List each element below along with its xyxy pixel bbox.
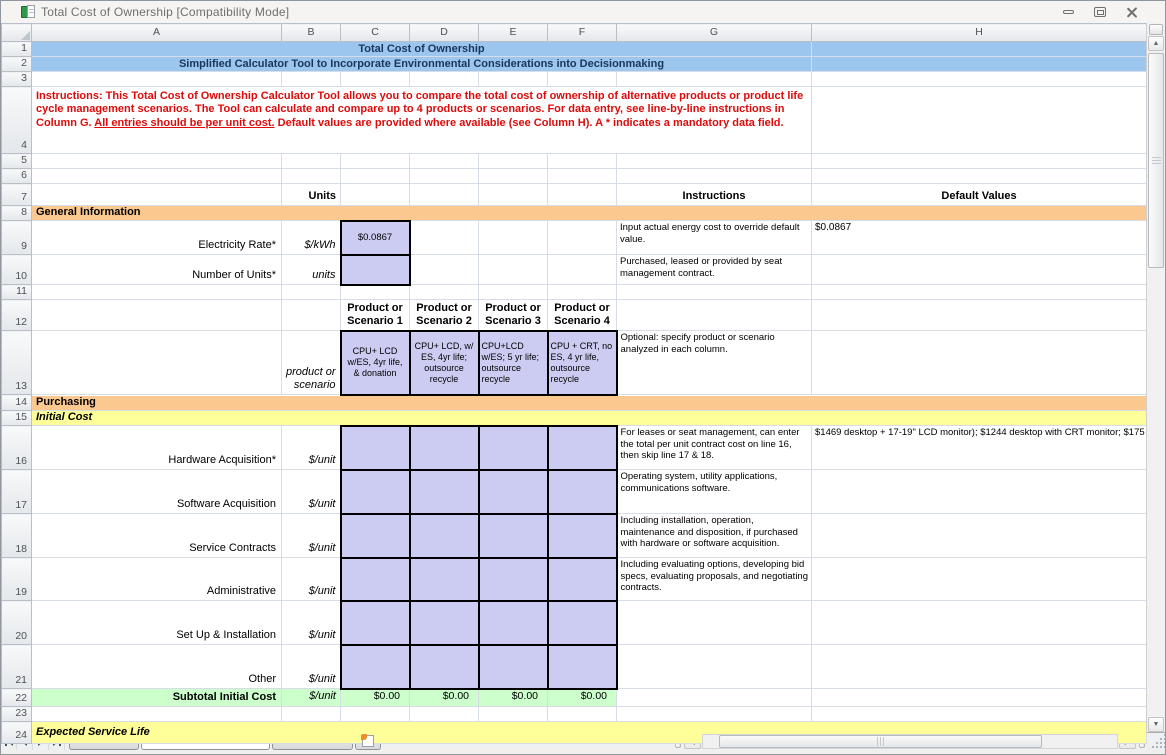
cell[interactable] xyxy=(32,331,282,395)
cell[interactable] xyxy=(548,184,617,206)
hardware-acquisition-default[interactable]: $1469 desktop + 17-19" LCD monitor); $1244 desktop with CRT monitor; $175 xyxy=(812,426,1147,470)
col-header-C[interactable]: C xyxy=(341,24,410,42)
close-button[interactable] xyxy=(1123,4,1141,20)
administrative-input-4[interactable] xyxy=(548,558,617,601)
section-general-information[interactable]: General Information xyxy=(32,206,1147,221)
col-header-H[interactable]: H xyxy=(812,24,1147,42)
cell[interactable] xyxy=(548,221,617,255)
row-header-19[interactable]: 19 xyxy=(2,558,32,601)
cell[interactable] xyxy=(32,184,282,206)
electricity-rate-unit[interactable]: $/kWh xyxy=(282,221,341,255)
cell[interactable] xyxy=(812,331,1147,395)
row-header-13[interactable]: 13 xyxy=(2,331,32,395)
cell[interactable] xyxy=(812,645,1147,689)
hardware-acquisition-instruction[interactable]: For leases or seat management, can enter the total per unit contract cost on line 16, then skip line 17 & 18. xyxy=(617,426,812,470)
cell[interactable] xyxy=(282,707,341,722)
setup-installation-input-1[interactable] xyxy=(341,601,410,645)
setup-installation-label[interactable]: Set Up & Installation xyxy=(32,601,282,645)
section-purchasing[interactable]: Purchasing xyxy=(32,395,1147,411)
col-header-A[interactable]: A xyxy=(32,24,282,42)
administrative-input-3[interactable] xyxy=(479,558,548,601)
software-acquisition-unit[interactable]: $/unit xyxy=(282,470,341,514)
software-acquisition-instruction[interactable]: Operating system, utility applications, communications software. xyxy=(617,470,812,514)
administrative-input-1[interactable] xyxy=(341,558,410,601)
title-bar xyxy=(1,1,1165,23)
scenario-1-description[interactable]: CPU+ LCD w/ES, 4yr life, & donation xyxy=(341,331,410,395)
hardware-acquisition-unit[interactable]: $/unit xyxy=(282,426,341,470)
cell[interactable] xyxy=(410,285,479,300)
cell[interactable] xyxy=(479,72,548,87)
select-all-triangle xyxy=(21,31,30,40)
scenario-2-description[interactable]: CPU+ LCD, w/ ES, 4yr life; outsource recycle xyxy=(410,331,479,395)
cell[interactable] xyxy=(479,285,548,300)
worksheet-area xyxy=(1,23,1165,741)
cell[interactable] xyxy=(812,72,1147,87)
row-header-15[interactable]: 15 xyxy=(2,411,32,426)
cell[interactable] xyxy=(479,255,548,285)
cell[interactable] xyxy=(812,285,1147,300)
cell[interactable] xyxy=(812,255,1147,285)
cell[interactable] xyxy=(548,169,617,184)
vscroll-down-button[interactable] xyxy=(1148,717,1164,732)
up-arrow-icon: ▲ xyxy=(1152,40,1160,47)
software-acquisition-input-2[interactable] xyxy=(410,470,479,514)
instructions-column-header[interactable]: Instructions xyxy=(617,184,812,206)
cell[interactable] xyxy=(410,184,479,206)
vscroll-track[interactable] xyxy=(1148,51,1164,717)
service-contracts-input-1[interactable] xyxy=(341,514,410,558)
other-input-4[interactable] xyxy=(548,645,617,689)
subtotal-unit[interactable]: $/unit xyxy=(282,689,341,707)
administrative-input-2[interactable] xyxy=(410,558,479,601)
row-header-20[interactable]: 20 xyxy=(2,601,32,645)
cell[interactable] xyxy=(617,645,812,689)
window-bottom-frame xyxy=(1,750,1165,754)
cell[interactable] xyxy=(341,72,410,87)
cell[interactable] xyxy=(617,285,812,300)
row-header-4[interactable]: 4 xyxy=(2,87,32,154)
insert-sheet-icon xyxy=(362,735,374,747)
instructions-text[interactable] xyxy=(32,87,812,154)
col-header-F[interactable]: F xyxy=(548,24,617,42)
cell[interactable] xyxy=(282,169,341,184)
sheet-subtitle[interactable]: Simplified Calculator Tool to Incorporate Environmental Considerations into Decisionmaking xyxy=(32,57,812,72)
row-header-21[interactable]: 21 xyxy=(2,645,32,689)
row-header-2[interactable]: 2 xyxy=(2,57,32,72)
cell[interactable] xyxy=(282,154,341,169)
service-contracts-instruction[interactable]: Including installation, operation, maintenance and disposition, if purchased with hardware or software acquisition. xyxy=(617,514,812,558)
cell[interactable] xyxy=(812,154,1147,169)
section-initial-cost[interactable]: Initial Cost xyxy=(32,411,1147,426)
cell[interactable] xyxy=(32,285,282,300)
hscroll-thumb-grip xyxy=(877,737,884,746)
cell[interactable] xyxy=(282,300,341,331)
software-acquisition-input-1[interactable] xyxy=(341,470,410,514)
cell[interactable] xyxy=(410,221,479,255)
cell[interactable] xyxy=(479,184,548,206)
row-header-14[interactable]: 14 xyxy=(2,395,32,411)
cell[interactable] xyxy=(479,707,548,722)
scenario-instruction[interactable]: Optional: specify product or scenario analyzed in each column. xyxy=(617,331,812,395)
vscroll-thumb[interactable] xyxy=(1148,53,1164,268)
other-input-2[interactable] xyxy=(410,645,479,689)
electricity-rate-label[interactable]: Electricity Rate* xyxy=(32,221,282,255)
cell[interactable] xyxy=(410,707,479,722)
vscroll-up-button[interactable] xyxy=(1148,36,1164,51)
close-icon xyxy=(1126,6,1138,18)
subtotal-value-3[interactable]: $0.00 xyxy=(479,689,548,707)
cell[interactable] xyxy=(812,42,1147,57)
col-header-E[interactable]: E xyxy=(479,24,548,42)
resize-grip[interactable] xyxy=(1147,733,1165,750)
row-header-23[interactable]: 23 xyxy=(2,707,32,722)
units-column-header[interactable]: Units xyxy=(282,184,341,206)
cell[interactable] xyxy=(812,514,1147,558)
cell[interactable] xyxy=(548,285,617,300)
scenario-4-description[interactable]: CPU + CRT, no ES, 4 yr life, outsource recycle xyxy=(548,331,617,395)
cell[interactable] xyxy=(282,72,341,87)
scenario-row-label[interactable]: product or scenario xyxy=(282,331,341,395)
cell[interactable] xyxy=(617,169,812,184)
instructions-underlined: All entries should be per unit cost. xyxy=(94,116,275,129)
cell[interactable] xyxy=(32,154,282,169)
cell[interactable] xyxy=(812,470,1147,514)
other-label[interactable]: Other xyxy=(32,645,282,689)
number-of-units-unit[interactable]: units xyxy=(282,255,341,285)
default-values-column-header[interactable]: Default Values xyxy=(812,184,1147,206)
subtotal-initial-cost-label[interactable]: Subtotal Initial Cost xyxy=(32,689,282,707)
cell[interactable] xyxy=(32,300,282,331)
scenario-3-description[interactable]: CPU+LCD w/ES; 5 yr life; outsource recycle xyxy=(479,331,548,395)
select-all-corner[interactable] xyxy=(2,24,32,42)
cell[interactable] xyxy=(32,707,282,722)
cell[interactable] xyxy=(617,601,812,645)
cell[interactable] xyxy=(812,689,1147,707)
scenario-3-header[interactable]: Product or Scenario 3 xyxy=(479,300,548,331)
cell[interactable] xyxy=(410,255,479,285)
cell[interactable] xyxy=(617,154,812,169)
sheet-title[interactable]: Total Cost of Ownership xyxy=(32,42,812,57)
cell[interactable] xyxy=(617,300,812,331)
cell[interactable] xyxy=(812,707,1147,722)
row-header-16[interactable]: 16 xyxy=(2,426,32,470)
restore-button[interactable] xyxy=(1091,4,1109,20)
spreadsheet-grid xyxy=(1,23,1147,744)
instructions-pre: Instructions: This Total Cost of Ownership Calculator Tool allows you to compare the total cost of ownership of alternative products or product life cycle management scenarios. The Tool can calculate and compare up to 4 products or scenarios. For data entry, see line-by-line instructions in Column G. xyxy=(36,90,804,129)
row-header-7[interactable]: 7 xyxy=(2,184,32,206)
subtotal-value-1[interactable]: $0.00 xyxy=(341,689,410,707)
setup-installation-input-3[interactable] xyxy=(479,601,548,645)
cell[interactable] xyxy=(617,72,812,87)
row-header-3[interactable]: 3 xyxy=(2,72,32,87)
row-header-22[interactable]: 22 xyxy=(2,689,32,707)
cell[interactable] xyxy=(479,221,548,255)
cell[interactable] xyxy=(548,72,617,87)
cell[interactable] xyxy=(812,169,1147,184)
service-contracts-input-3[interactable] xyxy=(479,514,548,558)
hardware-acquisition-label[interactable]: Hardware Acquisition* xyxy=(32,426,282,470)
row-header-17[interactable]: 17 xyxy=(2,470,32,514)
cell[interactable] xyxy=(548,154,617,169)
cell[interactable] xyxy=(410,72,479,87)
subtotal-value-4[interactable]: $0.00 xyxy=(548,689,617,707)
row-header-10[interactable]: 10 xyxy=(2,255,32,285)
row-header-24[interactable]: 24 xyxy=(2,722,32,744)
service-contracts-unit[interactable]: $/unit xyxy=(282,514,341,558)
scenario-4-header[interactable]: Product or Scenario 4 xyxy=(548,300,617,331)
restore-icon xyxy=(1094,7,1106,17)
subtotal-value-2[interactable]: $0.00 xyxy=(410,689,479,707)
service-contracts-label[interactable]: Service Contracts xyxy=(32,514,282,558)
hscroll-track[interactable] xyxy=(702,734,1118,749)
cell[interactable] xyxy=(341,285,410,300)
excel-icon-line xyxy=(29,9,34,10)
cell[interactable] xyxy=(812,300,1147,331)
software-acquisition-input-3[interactable] xyxy=(479,470,548,514)
row-header-6[interactable]: 6 xyxy=(2,169,32,184)
cell[interactable] xyxy=(479,169,548,184)
row-header-9[interactable]: 9 xyxy=(2,221,32,255)
hardware-acquisition-input-1[interactable] xyxy=(341,426,410,470)
hardware-acquisition-input-3[interactable] xyxy=(479,426,548,470)
cell[interactable] xyxy=(812,87,1147,154)
service-contracts-input-2[interactable] xyxy=(410,514,479,558)
cell[interactable] xyxy=(341,154,410,169)
cell[interactable] xyxy=(617,707,812,722)
cell[interactable] xyxy=(617,689,812,707)
cell[interactable] xyxy=(548,707,617,722)
cell[interactable] xyxy=(812,601,1147,645)
cell[interactable] xyxy=(32,72,282,87)
electricity-rate-default[interactable]: $0.0867 xyxy=(812,221,1147,255)
col-header-B[interactable]: B xyxy=(282,24,341,42)
electricity-rate-instruction[interactable]: Input actual energy cost to override default value. xyxy=(617,221,812,255)
administrative-label[interactable]: Administrative xyxy=(32,558,282,601)
number-of-units-instruction[interactable]: Purchased, leased or provided by seat management contract. xyxy=(617,255,812,285)
cell[interactable] xyxy=(410,154,479,169)
minimize-icon xyxy=(1063,10,1074,14)
other-input-3[interactable] xyxy=(479,645,548,689)
service-contracts-input-4[interactable] xyxy=(548,514,617,558)
row-header-8[interactable]: 8 xyxy=(2,206,32,221)
row-header-12[interactable]: 12 xyxy=(2,300,32,331)
software-acquisition-label[interactable]: Software Acquisition xyxy=(32,470,282,514)
cell[interactable] xyxy=(812,57,1147,72)
administrative-instruction[interactable]: Including evaluating options, developing bid specs, evaluating proposals, and negotiating contracts. xyxy=(617,558,812,601)
other-input-1[interactable] xyxy=(341,645,410,689)
vertical-scrollbar[interactable] xyxy=(1146,23,1165,732)
excel-icon-line xyxy=(29,12,34,13)
administrative-unit[interactable]: $/unit xyxy=(282,558,341,601)
cell[interactable] xyxy=(479,154,548,169)
instructions-post: Default values are provided where available (see Column H). A * indicates a mandatory data field. xyxy=(274,116,784,129)
cell[interactable] xyxy=(812,558,1147,601)
excel-icon xyxy=(21,5,35,19)
other-unit[interactable]: $/unit xyxy=(282,645,341,689)
hardware-acquisition-input-4[interactable] xyxy=(548,426,617,470)
cell[interactable] xyxy=(341,707,410,722)
window-title: Total Cost of Ownership [Compatibility Mode] xyxy=(41,5,290,19)
cell[interactable] xyxy=(282,285,341,300)
number-of-units-label[interactable]: Number of Units* xyxy=(32,255,282,285)
scenario-2-header[interactable]: Product or Scenario 2 xyxy=(410,300,479,331)
cell[interactable] xyxy=(341,184,410,206)
number-of-units-input[interactable] xyxy=(341,255,410,285)
setup-installation-unit[interactable]: $/unit xyxy=(282,601,341,645)
cell[interactable] xyxy=(32,169,282,184)
cell[interactable] xyxy=(341,169,410,184)
setup-installation-input-2[interactable] xyxy=(410,601,479,645)
row-header-18[interactable]: 18 xyxy=(2,514,32,558)
hardware-acquisition-input-2[interactable] xyxy=(410,426,479,470)
minimize-button[interactable] xyxy=(1059,4,1077,20)
down-arrow-icon: ▼ xyxy=(1152,721,1160,728)
cell[interactable] xyxy=(548,255,617,285)
vscroll-split-handle[interactable] xyxy=(1149,24,1163,35)
hscroll-thumb[interactable] xyxy=(719,735,1042,748)
col-header-D[interactable]: D xyxy=(410,24,479,42)
row-header-11[interactable]: 11 xyxy=(2,285,32,300)
software-acquisition-input-4[interactable] xyxy=(548,470,617,514)
setup-installation-input-4[interactable] xyxy=(548,601,617,645)
cell[interactable] xyxy=(410,169,479,184)
scenario-1-header[interactable]: Product or Scenario 1 xyxy=(341,300,410,331)
row-header-5[interactable]: 5 xyxy=(2,154,32,169)
section-expected-service-life[interactable]: Expected Service Life xyxy=(32,722,1147,744)
vscroll-thumb-grip xyxy=(1152,157,1161,164)
row-header-1[interactable]: 1 xyxy=(2,42,32,57)
electricity-rate-input[interactable]: $0.0867 xyxy=(341,221,410,255)
col-header-G[interactable]: G xyxy=(617,24,812,42)
